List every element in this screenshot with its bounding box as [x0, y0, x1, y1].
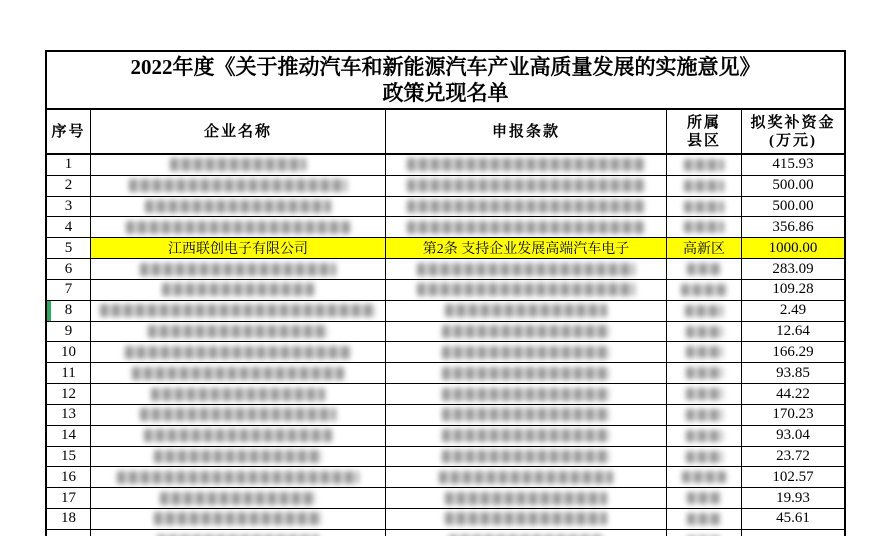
district-cell[interactable] [667, 447, 742, 467]
seq-value: 13 [61, 406, 76, 423]
seq-cell[interactable] [47, 322, 91, 342]
redacted-district-text [684, 159, 725, 171]
seq-cell[interactable] [47, 197, 91, 217]
amount-cell[interactable] [742, 426, 844, 446]
seq-cell[interactable] [47, 405, 91, 425]
redacted-company-text [129, 179, 347, 192]
redacted-company-text [132, 367, 344, 380]
seq-cell[interactable] [47, 426, 91, 446]
amount-cell[interactable] [742, 280, 844, 300]
clause-cell[interactable] [386, 259, 667, 279]
seq-value: 2 [64, 177, 73, 194]
district-cell[interactable] [667, 509, 742, 529]
table-title [47, 52, 844, 110]
amount-value: 166.29 [772, 343, 814, 360]
seq-value: 5 [64, 239, 73, 256]
seq-value: 17 [61, 489, 76, 506]
redacted-clause-text [442, 367, 610, 380]
seq-value: 3 [64, 198, 73, 215]
redacted-clause-text [439, 471, 613, 484]
district-name: 高新区 [683, 242, 725, 258]
title-line-1: 2022年度《关于推动汽车和新能源汽车产业高质量发展的实施意见》 [130, 55, 761, 79]
seq-value: 15 [61, 448, 76, 464]
seq-cell[interactable] [47, 530, 91, 536]
seq-value: 6 [64, 260, 73, 277]
district-cell[interactable] [667, 467, 742, 487]
column-header-amount[interactable] [742, 110, 844, 153]
company-cell[interactable] [91, 426, 386, 446]
amount-value: 102.57 [772, 468, 814, 485]
redacted-clause-text [407, 200, 645, 213]
seq-cell[interactable] [47, 363, 91, 383]
amount-value: 2.49 [779, 302, 807, 319]
amount-cell[interactable] [742, 259, 844, 279]
clause-cell[interactable] [386, 447, 667, 467]
seq-value: 18 [61, 510, 76, 527]
seq-cell[interactable] [47, 217, 91, 237]
redacted-company-text [100, 304, 376, 317]
redacted-company-text [160, 492, 316, 505]
table-row [47, 238, 844, 259]
redacted-clause-text [445, 492, 607, 505]
amount-cell[interactable] [742, 384, 844, 404]
clause-cell[interactable] [386, 467, 667, 487]
column-header-seq[interactable] [47, 110, 91, 153]
district-cell[interactable] [667, 530, 742, 536]
redacted-district-text [684, 180, 725, 192]
table-row [47, 447, 844, 468]
clause-text: 第2条 支持企业发展高端汽车电子 [422, 242, 630, 258]
seq-cell[interactable] [47, 447, 91, 467]
seq-cell[interactable] [47, 280, 91, 300]
amount-value: 356.86 [772, 218, 814, 235]
table-row [47, 217, 844, 238]
seq-value: 8 [64, 302, 73, 319]
seq-cell[interactable] [47, 467, 91, 487]
clause-cell[interactable] [386, 342, 667, 362]
redacted-district-text [687, 513, 720, 525]
company-cell[interactable] [91, 363, 386, 383]
column-header-district[interactable] [667, 110, 742, 153]
seq-cell[interactable] [47, 384, 91, 404]
redacted-company-text [154, 512, 322, 525]
redacted-company-text [170, 158, 305, 171]
seq-cell[interactable] [47, 238, 91, 258]
clause-cell[interactable] [386, 426, 667, 446]
redacted-company-text [144, 429, 332, 442]
redacted-clause-text [445, 304, 607, 317]
redacted-district-text [684, 221, 725, 233]
company-cell[interactable] [91, 301, 386, 321]
column-header-company[interactable] [91, 110, 386, 153]
clause-cell[interactable] [386, 405, 667, 425]
redacted-district-text [686, 346, 723, 358]
amount-cell[interactable] [742, 509, 844, 529]
district-cell[interactable] [667, 363, 742, 383]
redacted-clause-text [442, 388, 610, 401]
clause-cell[interactable] [386, 301, 667, 321]
redacted-district-text [686, 367, 723, 379]
amount-cell[interactable] [742, 447, 844, 467]
district-cell[interactable] [667, 342, 742, 362]
table-row [47, 467, 844, 488]
seq-value: 9 [64, 323, 73, 340]
district-cell[interactable] [667, 259, 742, 279]
table-row [47, 301, 844, 322]
company-cell[interactable] [91, 530, 386, 536]
redacted-clause-text [442, 346, 610, 359]
redacted-company-text [126, 221, 349, 234]
column-header-district-line2: 县区 [686, 132, 721, 149]
district-cell[interactable] [667, 155, 742, 175]
table-row [47, 363, 844, 384]
amount-cell[interactable] [742, 238, 844, 258]
district-cell[interactable] [667, 322, 742, 342]
table-row-partial [47, 530, 844, 536]
clause-cell[interactable] [386, 363, 667, 383]
table-row [47, 488, 844, 509]
redacted-company-text [117, 471, 358, 484]
clause-cell[interactable] [386, 509, 667, 529]
redacted-district-text [684, 201, 725, 213]
seq-value: 10 [61, 343, 76, 360]
amount-cell[interactable] [742, 342, 844, 362]
amount-value: 500.00 [772, 198, 814, 215]
amount-value: 170.23 [772, 406, 814, 423]
seq-cell[interactable] [47, 301, 91, 321]
district-cell[interactable] [667, 217, 742, 237]
table-row [47, 384, 844, 405]
district-cell[interactable] [667, 384, 742, 404]
table-row [47, 280, 844, 301]
amount-value: 93.04 [776, 427, 810, 444]
district-cell[interactable] [667, 488, 742, 508]
company-cell[interactable] [91, 447, 386, 467]
redacted-clause-text [442, 325, 610, 338]
table-row [47, 197, 844, 218]
amount-cell[interactable] [742, 363, 844, 383]
amount-cell[interactable] [742, 217, 844, 237]
company-cell[interactable] [91, 322, 386, 342]
seq-value: 4 [64, 218, 73, 235]
title-line-2: 政策兑现名单 [382, 81, 509, 105]
district-cell[interactable] [667, 176, 742, 196]
company-cell[interactable] [91, 259, 386, 279]
policy-table [45, 50, 846, 536]
amount-cell[interactable] [742, 530, 844, 536]
amount-cell[interactable] [742, 322, 844, 342]
amount-value: 44.22 [776, 385, 810, 402]
column-header-company-label: 企业名称 [203, 123, 272, 140]
clause-cell[interactable] [386, 488, 667, 508]
clause-cell[interactable] [386, 217, 667, 237]
district-cell[interactable] [667, 197, 742, 217]
amount-value: 415.93 [772, 156, 814, 173]
column-header-amount-line2: (万元) [769, 132, 817, 149]
redacted-district-text [685, 305, 723, 317]
district-cell[interactable] [667, 238, 742, 258]
redacted-district-text [687, 492, 720, 504]
company-cell[interactable] [91, 238, 386, 258]
table-row [47, 342, 844, 363]
column-header-district-line1: 所属 [686, 114, 721, 131]
seq-cell[interactable] [47, 259, 91, 279]
amount-cell[interactable] [742, 176, 844, 196]
clause-cell[interactable] [386, 197, 667, 217]
clause-cell[interactable] [386, 280, 667, 300]
amount-cell[interactable] [742, 155, 844, 175]
table-row [47, 509, 844, 530]
redacted-company-text [140, 408, 337, 421]
amount-value: 23.72 [776, 448, 810, 464]
amount-cell[interactable] [742, 488, 844, 508]
redacted-district-text [681, 284, 727, 296]
column-header-clause-label: 申报条款 [491, 123, 560, 140]
redacted-clause-text [417, 263, 635, 276]
clause-cell[interactable] [386, 384, 667, 404]
table-row [47, 322, 844, 343]
clause-cell[interactable] [386, 530, 667, 536]
seq-cell[interactable] [47, 176, 91, 196]
seq-value: 14 [61, 427, 76, 444]
company-cell[interactable] [91, 509, 386, 529]
seq-cell[interactable] [47, 488, 91, 508]
amount-value: 93.85 [776, 364, 810, 381]
company-cell[interactable] [91, 217, 386, 237]
company-cell[interactable] [91, 405, 386, 425]
seq-value: 16 [61, 468, 76, 485]
column-header-amount-line1: 拟奖补资金 [750, 114, 836, 131]
clause-cell[interactable] [386, 322, 667, 342]
amount-value: 500.00 [772, 177, 814, 194]
amount-cell[interactable] [742, 467, 844, 487]
seq-cell[interactable] [47, 342, 91, 362]
redacted-district-text [686, 326, 723, 338]
redacted-clause-text [442, 450, 610, 463]
header-row [47, 110, 844, 155]
company-cell[interactable] [91, 488, 386, 508]
amount-value: 283.09 [772, 260, 814, 277]
redacted-district-text [686, 388, 723, 400]
table-row [47, 176, 844, 197]
redacted-clause-text [442, 429, 610, 442]
redacted-district-text [686, 409, 723, 421]
company-cell[interactable] [91, 467, 386, 487]
redacted-company-text [140, 263, 337, 276]
redacted-district-text [686, 451, 723, 463]
amount-cell[interactable] [742, 197, 844, 217]
redacted-district-text [686, 430, 723, 442]
seq-value: 1 [64, 156, 73, 173]
redacted-clause-text [417, 283, 635, 296]
district-cell[interactable] [667, 405, 742, 425]
redacted-district-text [687, 263, 720, 275]
redacted-clause-text [445, 512, 607, 525]
redacted-clause-text [407, 221, 645, 234]
clause-cell[interactable] [386, 176, 667, 196]
amount-value: 19.93 [776, 489, 810, 506]
column-header-clause[interactable] [386, 110, 667, 153]
table-body [47, 155, 844, 536]
redacted-district-text [682, 471, 726, 483]
amount-value: 45.61 [776, 510, 810, 527]
clause-cell[interactable] [386, 155, 667, 175]
redacted-company-text [154, 450, 322, 463]
amount-value: 12.64 [776, 323, 810, 340]
redacted-company-text [148, 325, 327, 338]
amount-cell[interactable] [742, 405, 844, 425]
redacted-clause-text [442, 408, 610, 421]
amount-cell[interactable] [742, 301, 844, 321]
company-cell[interactable] [91, 384, 386, 404]
redacted-company-text [151, 388, 324, 401]
redacted-clause-text [407, 179, 645, 192]
table-row [47, 426, 844, 447]
seq-value: 12 [61, 385, 76, 402]
table-row [47, 155, 844, 176]
seq-value: 11 [61, 364, 76, 381]
district-cell[interactable] [667, 426, 742, 446]
company-cell[interactable] [91, 197, 386, 217]
company-name: 江西联创电子有限公司 [168, 242, 308, 258]
company-cell[interactable] [91, 280, 386, 300]
redacted-company-text [162, 283, 315, 296]
redacted-company-text [125, 346, 351, 359]
amount-value: 109.28 [772, 281, 814, 298]
company-cell[interactable] [91, 155, 386, 175]
amount-value: 1000.00 [768, 239, 818, 256]
clause-cell[interactable] [386, 238, 667, 258]
district-cell[interactable] [667, 301, 742, 321]
seq-cell[interactable] [47, 155, 91, 175]
district-cell[interactable] [667, 280, 742, 300]
seq-cell[interactable] [47, 509, 91, 529]
redacted-company-text [145, 200, 330, 213]
company-cell[interactable] [91, 176, 386, 196]
table-row [47, 259, 844, 280]
table-row [47, 405, 844, 426]
column-header-seq-label: 序号 [51, 123, 86, 140]
redacted-clause-text [407, 158, 645, 171]
company-cell[interactable] [91, 342, 386, 362]
seq-value: 7 [64, 281, 73, 298]
